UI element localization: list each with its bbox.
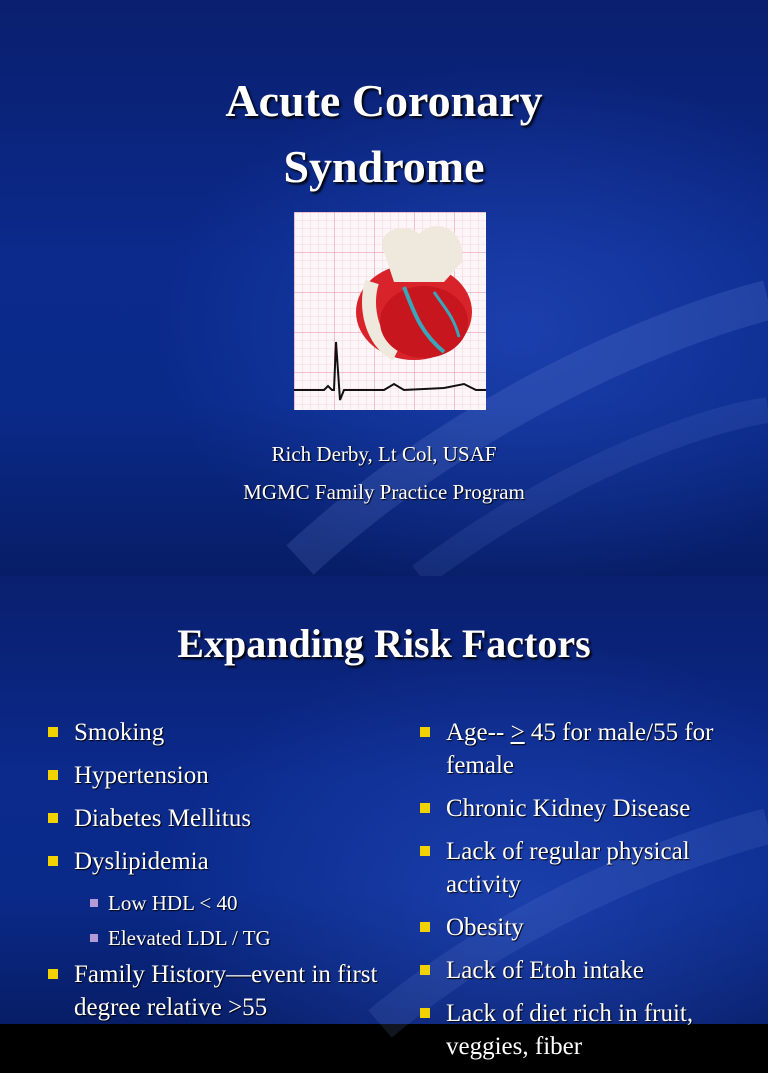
list-item: Hypertension <box>48 759 388 792</box>
heart-on-ecg-image <box>294 212 486 410</box>
slide-title <box>0 68 768 200</box>
bullet-square-icon <box>420 922 430 932</box>
author-text: Rich Derby, Lt Col, USAF <box>271 442 497 466</box>
list-item: Lack of diet rich in fruit, veggies, fiber <box>420 997 750 1063</box>
bullet-square-icon <box>420 965 430 975</box>
list-item: Dyslipidemia <box>48 845 388 878</box>
risk-factors-slide <box>0 576 768 1060</box>
list-item: Chronic Kidney Disease <box>420 792 750 825</box>
sub-list-item: Low HDL < 40 <box>48 888 388 918</box>
slide2-title: Expanding Risk Factors <box>177 621 591 666</box>
list-item: Smoking <box>48 716 388 749</box>
bullet-square-icon <box>48 813 58 823</box>
list-item: Lack of Etoh intake <box>420 954 750 987</box>
bullet-square-icon <box>48 969 58 979</box>
bullet-square-icon <box>420 803 430 813</box>
sub-bullet-square-icon <box>90 899 98 907</box>
list-item: Obesity <box>420 911 750 944</box>
bullet-square-icon <box>48 856 58 866</box>
list-item: Lack of regular physical activity <box>420 835 750 901</box>
title-line-1: Acute Coronary <box>225 75 543 126</box>
left-risk-list <box>48 716 388 1034</box>
right-risk-list <box>420 716 750 1073</box>
bullet-square-icon <box>420 1008 430 1018</box>
title-line-2: Syndrome <box>283 141 485 192</box>
list-item-age: Age-- > 45 for male/55 for female <box>420 716 750 782</box>
program-text: MGMC Family Practice Program <box>243 480 525 504</box>
bullet-square-icon <box>420 727 430 737</box>
list-item: Diabetes Mellitus <box>48 802 388 835</box>
bullet-square-icon <box>48 770 58 780</box>
bullet-square-icon <box>48 727 58 737</box>
bullet-square-icon <box>420 846 430 856</box>
sub-bullet-square-icon <box>90 934 98 942</box>
list-item: Family History—event in first degree relative >55 <box>48 958 388 1024</box>
sub-list-item: Elevated LDL / TG <box>48 923 388 953</box>
